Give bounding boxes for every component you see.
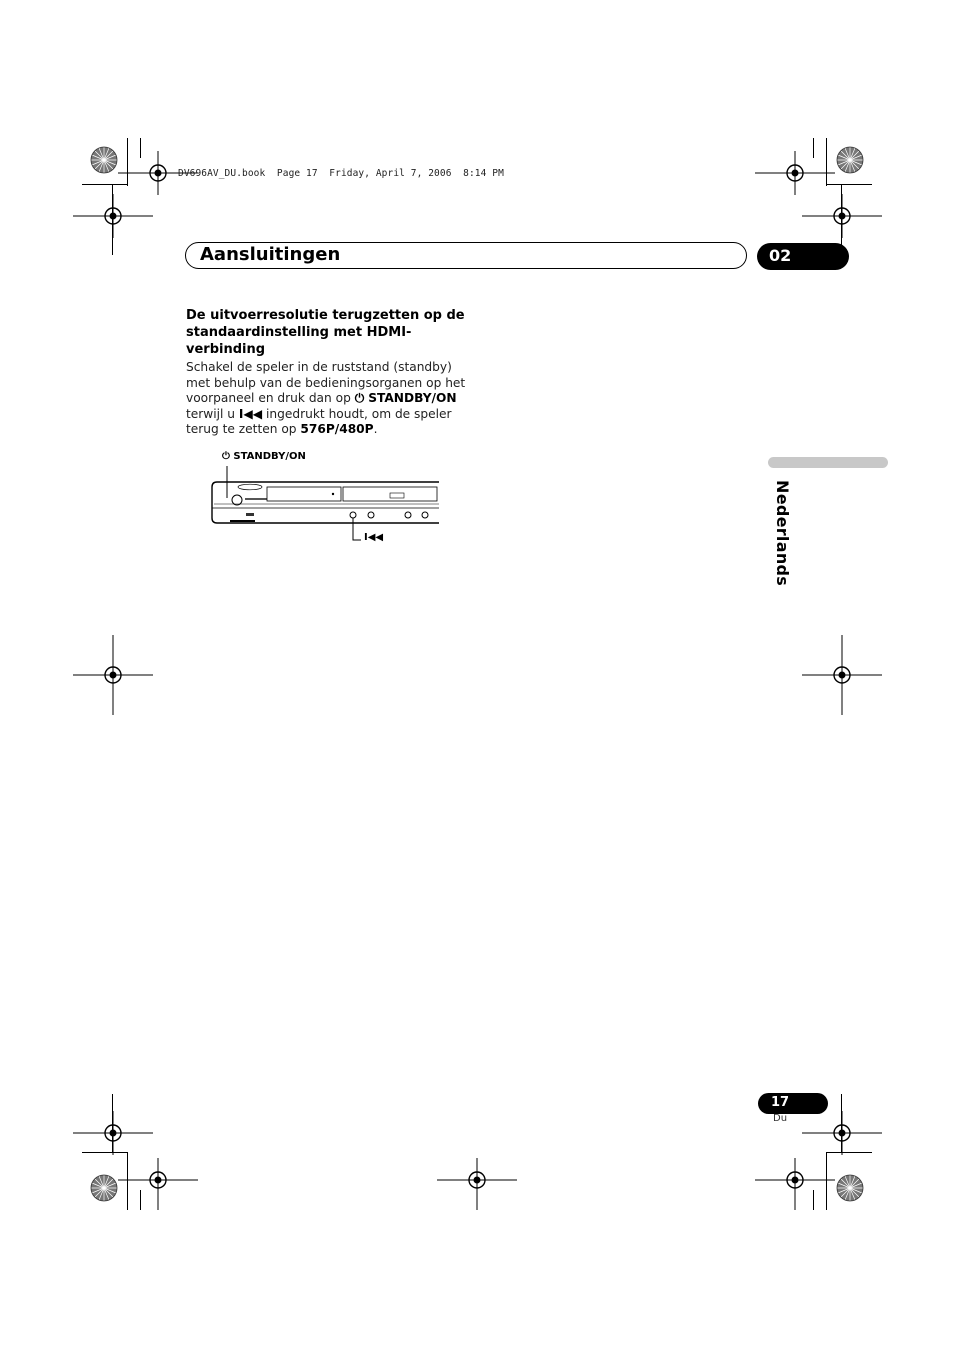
registration-target-icon — [802, 635, 882, 715]
starburst-mark-icon — [836, 146, 864, 174]
registration-target-icon — [73, 176, 153, 256]
registration-target-icon — [118, 1140, 198, 1220]
language-tab-label: Nederlands — [773, 480, 792, 587]
page-number-badge — [758, 1093, 828, 1114]
prev-symbol: I◀◀ — [238, 406, 263, 421]
registration-target-icon — [437, 1140, 517, 1220]
starburst-mark-icon — [90, 146, 118, 174]
language-tab — [768, 457, 888, 468]
starburst-mark-icon — [90, 1174, 118, 1202]
diagram-prev-callout: I◀◀ — [364, 532, 384, 543]
registration-target-icon — [73, 635, 153, 715]
body-text-part1: Schakel de speler in de ruststand (standby) met behulp van de bedieningsorganen op het voorpaneel en druk dan op — [186, 360, 466, 405]
section-heading: De uitvoerresolutie terugzetten op de standaardinstelling met HDMI-verbinding — [186, 308, 465, 357]
body-text-end: . — [373, 422, 378, 436]
starburst-mark-icon — [836, 1174, 864, 1202]
body-text-part3: ingedrukt houdt, om de speler terug te zetten op — [186, 406, 452, 436]
standby-symbol: ⏻ — [354, 391, 365, 405]
front-panel-diagram — [205, 458, 441, 546]
standby-label: STANDBY/ON — [368, 391, 457, 405]
print-file-header: DV696AV_DU.book Page 17 Friday, April 7, 2006 8:14 PM — [178, 168, 504, 179]
registration-target-icon — [755, 1140, 835, 1220]
body-text-part2: terwijl u — [186, 406, 239, 421]
page-language-code: Du — [773, 1113, 788, 1124]
chapter-number: 02 — [769, 246, 792, 265]
chapter-title: Aansluitingen — [200, 244, 341, 265]
section-body — [186, 360, 471, 438]
resolution-value: 576P/480P — [300, 422, 374, 436]
diagram-standby-callout: ⏻ STANDBY/ON — [222, 451, 306, 462]
page-number: 17 — [771, 1095, 790, 1110]
